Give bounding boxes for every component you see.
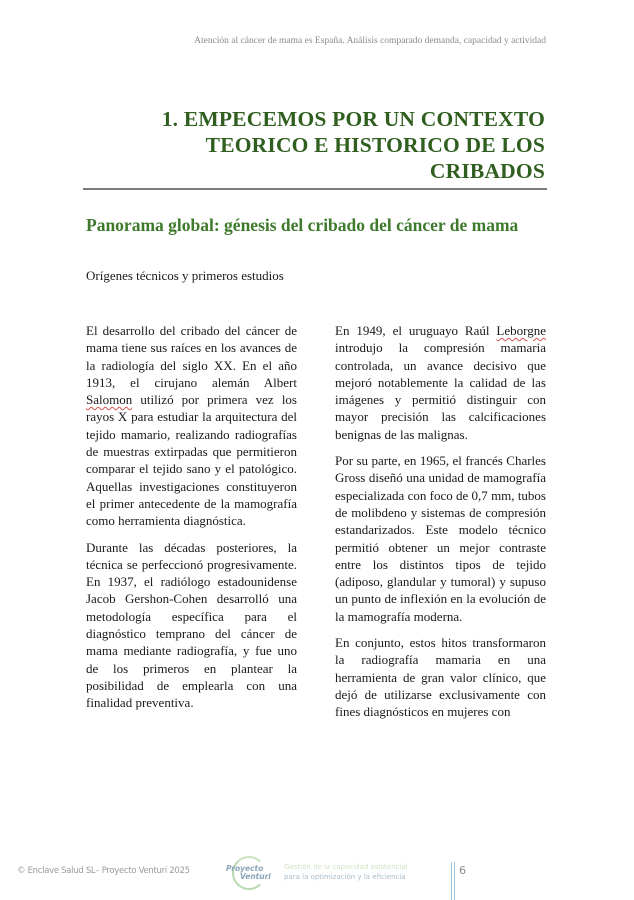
logo-word-venturi: Venturi (240, 872, 271, 881)
paragraph-text: introdujo la compresión mamaria controlada, un avance decisivo que mejoró notablemente la calidad de las imágenes y permitió distinguir con mayor precisión las calcificaciones benignas de las malignas. (335, 340, 546, 442)
chapter-title-line-2: TEORICO E HISTORICO DE LOS (205, 133, 545, 157)
chapter-rule-divider (83, 188, 547, 190)
page-number-bar (451, 862, 452, 900)
paragraph-leborgne (335, 322, 546, 443)
logo-tagline-2: para la optimización y la eficiencia (284, 873, 406, 881)
subsection-title: Orígenes técnicos y primeros estudios (86, 268, 284, 283)
body-column-right (335, 322, 546, 730)
page-number: 6 (459, 864, 466, 877)
spellcheck-flagged-word[interactable]: Leborgne (496, 323, 546, 338)
paragraph-text: utilizó por primera vez los rayos X para estudiar la arquitectura del tejido mamario, realizando radiografías de muestras extirpadas que permitieron comparar el tejido sano y el patológico. Aquellas investigaciones constituyeron el primer antecedente de la mamografía como herramienta diagnóstica. (86, 392, 297, 529)
proyecto-venturi-logo (226, 856, 436, 888)
spellcheck-flagged-word[interactable]: Salomon (86, 392, 133, 408)
footer-copyright: © Enclave Salud SL– Proyecto Venturi 2025 (17, 866, 190, 876)
paragraph-text: En 1949, el uruguayo Raúl (335, 323, 497, 338)
paragraph-gershon-cohen: Durante las décadas posteriores, la técnica se perfeccionó progresivamente. En 1937, el radiólogo estadounidense Jacob Gershon-Cohen desarrolló una metodología específica para el diagnóstico temprano del cáncer de mama mediante radiografía, y fue uno de los primeros en plantear la posibilidad de emplearla con una finalidad preventiva. (86, 539, 297, 711)
running-header: Atención al cáncer de mama es España. Análisis comparado demanda, capacidad y actividad (194, 36, 546, 46)
logo-tagline-1: Gestión de la capacidad asistencial (284, 863, 408, 871)
chapter-title-line-3: CRIBADOS (429, 159, 545, 183)
chapter-title-line-1: 1. EMPECEMOS POR UN CONTEXTO (161, 107, 545, 131)
body-column-left (86, 322, 297, 721)
section-title: Panorama global: génesis del cribado del cáncer de mama (86, 215, 519, 235)
paragraph-gross: Por su parte, en 1965, el francés Charles Gross diseñó una unidad de mamografía especializada con foco de 0,7 mm, tubos de molibdeno y sistemas de compresión estandarizados. Este modelo técnico permitió obtener un mejor contraste entre los distintos tipos de tejido (adiposo, glandular y tumoral) y supuso un punto de inflexión en la evolución de la mamografía moderna. (335, 453, 546, 624)
paragraph-salomon (86, 322, 297, 530)
paragraph-conjunto: En conjunto, estos hitos transformaron la radiografía mamaria en una herramienta de gran valor clínico, que dejó de utilizarse exclusivamente con fines diagnósticos en mujeres con (335, 635, 546, 720)
logo-word-proyecto: Proyecto (226, 864, 264, 873)
chapter-title (125, 106, 545, 184)
paragraph-text: El desarrollo del cribado del cáncer de mama tiene sus raíces en los avances de la radiología del siglo XX. En el año 1913, el cirujano alemán Albert (86, 323, 297, 390)
